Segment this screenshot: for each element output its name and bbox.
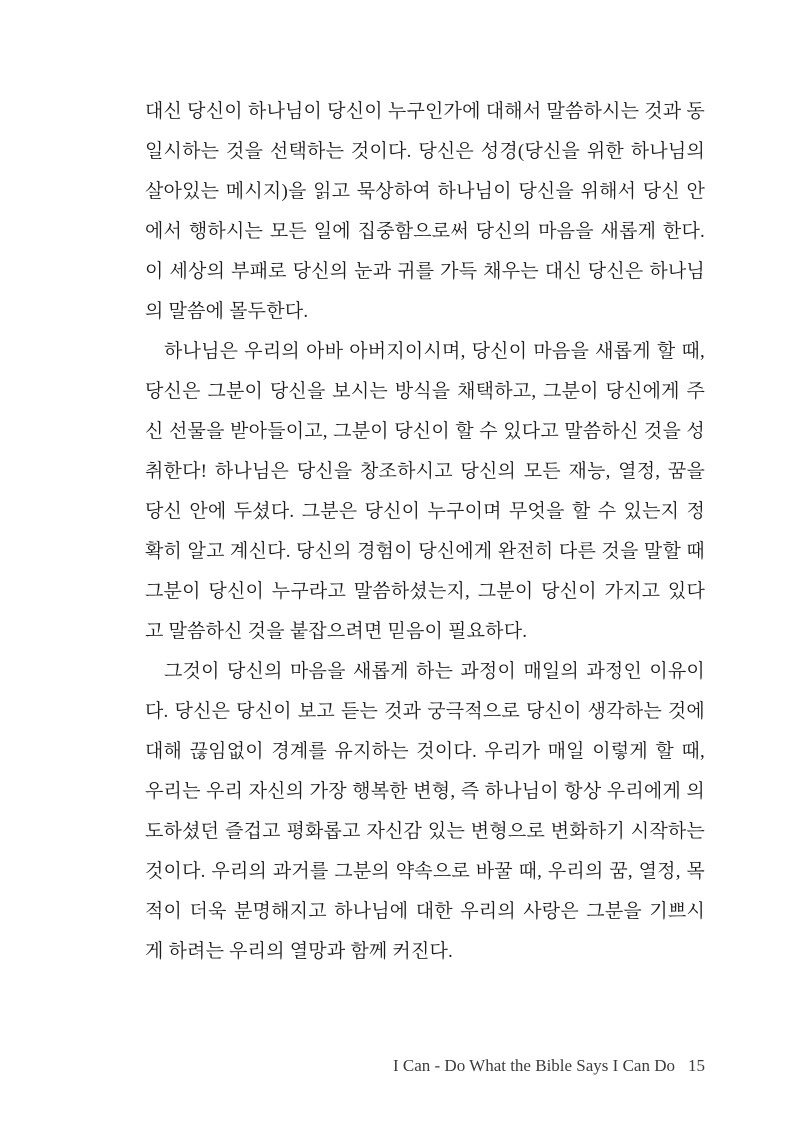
paragraph [145, 332, 705, 652]
page-number: 15 [688, 1056, 705, 1075]
text-line: 그것이 당신의 마음을 새롭게 하는 과정이 매일의 과정인 이유이 [164, 661, 705, 682]
text-line: 신 선물을 받아들이고, 그분이 당신이 할 수 있다고 말씀하신 것을 성 [145, 421, 705, 442]
text-line: 적이 더욱 분명해지고 하나님에 대한 우리의 사랑은 그분을 기쁘시 [145, 901, 705, 922]
page-footer [145, 1054, 705, 1078]
text-line: 확히 알고 계신다. 당신의 경험이 당신에게 완전히 다른 것을 말할 때 [145, 541, 705, 562]
text-line: 것이다. 우리의 과거를 그분의 약속으로 바꿀 때, 우리의 꿈, 열정, 목 [145, 861, 705, 882]
text-line: 다. 당신은 당신이 보고 듣는 것과 궁극적으로 당신이 생각하는 것에 [145, 701, 705, 722]
text-line: 취한다! 하나님은 당신을 창조하시고 당신의 모든 재능, 열정, 꿈을 [145, 461, 705, 482]
text-line: 이 세상의 부패로 당신의 눈과 귀를 가득 채우는 대신 당신은 하나님 [145, 261, 705, 282]
text-line: 대신 당신이 하나님이 당신이 누구인가에 대해서 말씀하시는 것과 동 [145, 101, 705, 122]
paragraph [145, 652, 705, 972]
text-line: 하나님은 우리의 아바 아버지이시며, 당신이 마음을 새롭게 할 때, [164, 341, 705, 362]
running-title: I Can - Do What the Bible Says I Can Do [392, 1056, 675, 1075]
text-line: 당신 안에 두셨다. 그분은 당신이 누구이며 무엇을 할 수 있는지 정 [145, 501, 705, 522]
text-line: 우리는 우리 자신의 가장 행복한 변형, 즉 하나님이 항상 우리에게 의 [145, 781, 705, 802]
text-line: 일시하는 것을 선택하는 것이다. 당신은 성경(당신을 위한 하나님의 [145, 141, 705, 162]
text-line: 도하셨던 즐겁고 평화롭고 자신감 있는 변형으로 변화하기 시작하는 [145, 821, 705, 842]
text-line: 대해 끊임없이 경계를 유지하는 것이다. 우리가 매일 이렇게 할 때, [145, 741, 705, 762]
text-line: 에서 행하시는 모든 일에 집중함으로써 당신의 마음을 새롭게 한다. [145, 221, 705, 242]
text-line: 게 하려는 우리의 열망과 함께 커진다. [145, 941, 454, 962]
text-line: 당신은 그분이 당신을 보시는 방식을 채택하고, 그분이 당신에게 주 [145, 381, 705, 402]
text-line: 고 말씀하신 것을 붙잡으려면 믿음이 필요하다. [145, 621, 528, 642]
text-line: 그분이 당신이 누구라고 말씀하셨는지, 그분이 당신이 가지고 있다 [145, 581, 705, 602]
paragraph [145, 92, 705, 332]
text-line: 의 말씀에 몰두한다. [145, 301, 309, 322]
text-line: 살아있는 메시지)을 읽고 묵상하여 하나님이 당신을 위해서 당신 안 [145, 181, 705, 202]
body-text [145, 92, 705, 972]
